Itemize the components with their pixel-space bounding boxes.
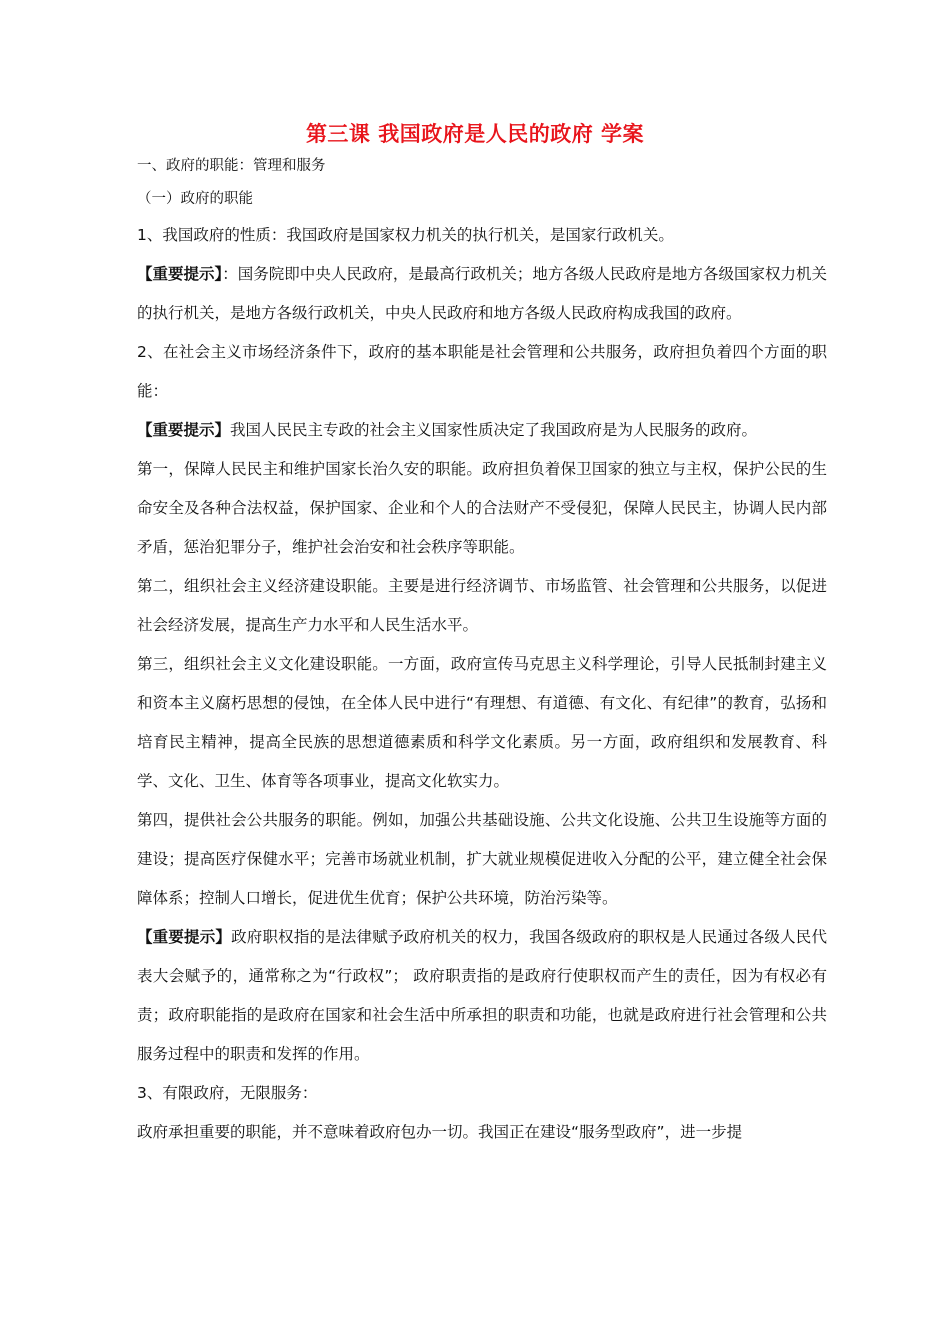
- tip-label: 【重要提示】: [137, 265, 223, 283]
- paragraph-nature: 1、我国政府的性质：我国政府是国家权力机关的执行机关，是国家行政机关。: [137, 226, 674, 244]
- paragraph-fourth: 第四，提供社会公共服务的职能。例如，加强公共基础设施、公共文化设施、公共卫生设施等方面的建设；提高医疗保健水平；完善市场就业机制，扩大就业规模促进收入分配的公平，建立健全社会保障体系；控制人口增长，促进优生优育；保护公共环境，防治污染等。: [137, 811, 827, 907]
- paragraph-third: 第三，组织社会主义文化建设职能。一方面，政府宣传马克思主义科学理论，引导人民抵制封建主义和资本主义腐朽思想的侵蚀，在全体人民中进行“有理想、有道德、有文化、有纪律”的教育，弘扬和培育民主精神，提高全民族的思想道德素质和科学文化素质。另一方面，政府组织和发展教育、科学、文化、卫生、体育等各项事业，提高文化软实力。: [137, 655, 827, 790]
- tip-text: 我国人民民主专政的社会主义国家性质决定了我国政府是为人民服务的政府。: [230, 421, 758, 439]
- paragraph-last: 政府承担重要的职能，并不意味着政府包办一切。我国正在建设“服务型政府”，进一步提: [137, 1123, 743, 1141]
- paragraph-first: 第一，保障人民民主和维护国家长治久安的职能。政府担负着保卫国家的独立与主权，保护公民的生命安全及各种合法权益，保护国家、企业和个人的合法财产不受侵犯，保障人民民主，协调人民内部矛盾，惩治犯罪分子，维护社会治安和社会秩序等职能。: [137, 460, 827, 556]
- subsection-heading: （一）政府的职能: [137, 191, 253, 207]
- tip-text: ：国务院即中央人民政府，是最高行政机关；地方各级人民政府是地方各级国家权力机关的执行机关，是地方各级行政机关，中央人民政府和地方各级人民政府构成我国的政府。: [137, 265, 827, 322]
- document-body: [137, 150, 827, 1152]
- paragraph-limited-government: 3、有限政府，无限服务：: [137, 1084, 318, 1102]
- section-heading: 一、政府的职能：管理和服务: [137, 158, 326, 174]
- paragraph-functions: 2、在社会主义市场经济条件下，政府的基本职能是社会管理和公共服务，政府担负着四个方面的职能：: [137, 343, 827, 400]
- tip-paragraph-1: [137, 255, 827, 333]
- document-title: 第三课 我国政府是人民的政府 学案: [305, 122, 645, 146]
- paragraph-second: 第二，组织社会主义经济建设职能。主要是进行经济调节、市场监管、社会管理和公共服务，以促进社会经济发展，提高生产力水平和人民生活水平。: [137, 577, 827, 634]
- tip-label: 【重要提示】: [137, 928, 232, 946]
- tip-paragraph-3: [137, 918, 827, 1074]
- tip-text: 政府职权指的是法律赋予政府机关的权力，我国各级政府的职权是人民通过各级人民代表大会赋予的，通常称之为“行政权”； 政府职责指的是政府行使职权而产生的责任，因为有权必有责；政府职能指的是政府在国家和社会生活中所承担的职责和功能，也就是政府进行社会管理和公共服务过程中的职责和发挥的作用。: [137, 928, 827, 1063]
- tip-paragraph-2: [137, 411, 827, 450]
- tip-label: 【重要提示】: [137, 421, 231, 439]
